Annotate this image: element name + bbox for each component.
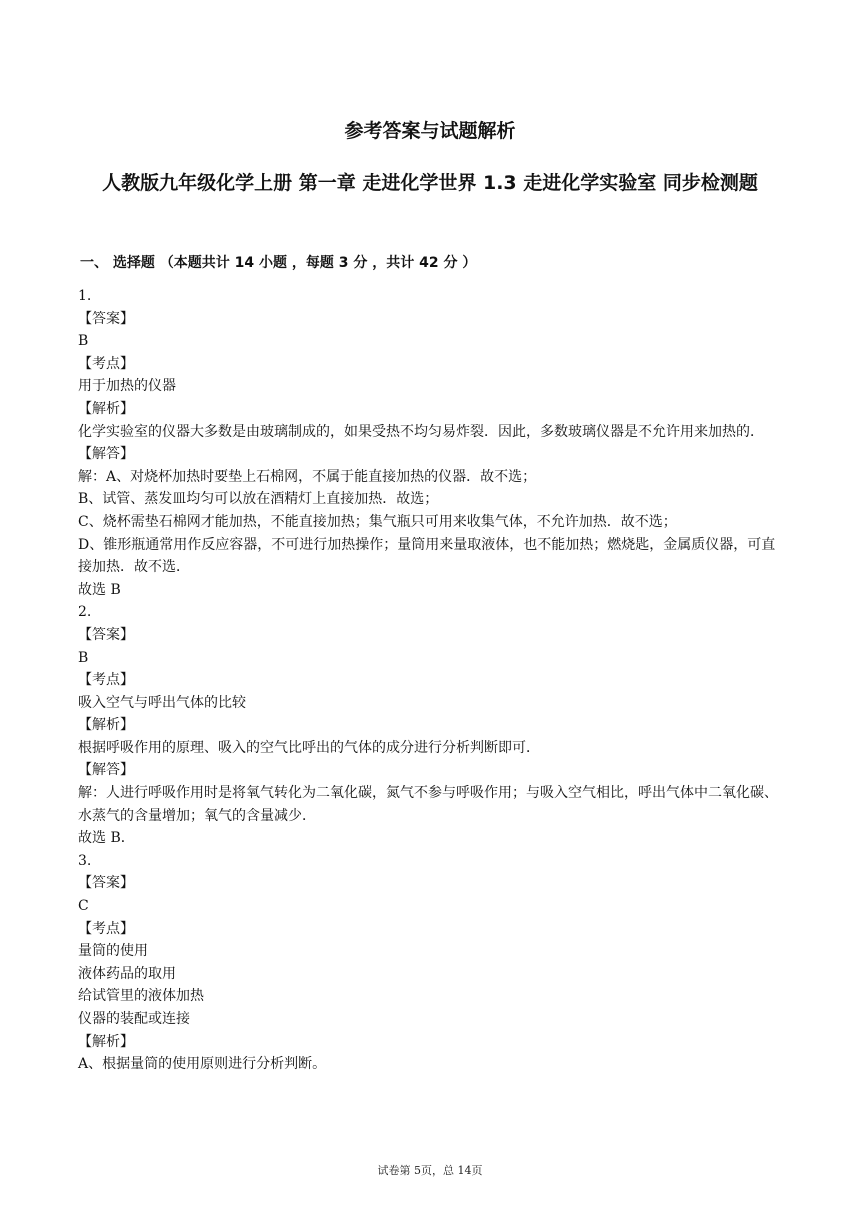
answer-tag: 【答案】	[78, 626, 134, 643]
solution-line: 故选 B．	[78, 830, 135, 847]
analysis-text: A、根据量筒的使用原则进行分析判断。	[78, 1056, 327, 1073]
solution-line: 故选 B	[78, 581, 121, 598]
knowledge-point: 液体药品的取用	[78, 965, 176, 982]
knowledge-point: 仪器的装配或连接	[78, 1011, 190, 1027]
answer-value: C	[78, 898, 89, 915]
knowledge-point: 量筒的使用	[78, 943, 148, 960]
solution-line: 解：人进行呼吸作用时是将氧气转化为二氧化碳，氮气不参与呼吸作用；与吸入空气相比，呼出气体中二氧化碳、水蒸气的含量增加；氧气的含量减少．	[78, 785, 778, 824]
solution-line: C、烧杯需垫石棉网才能加热，不能直接加热；集气瓶只可用来收集气体，不允许加热．故不选；	[78, 513, 677, 530]
answer-value: B	[78, 649, 89, 666]
knowledge-point: 吸入空气与呼出气体的比较	[78, 694, 246, 711]
document-subtitle: 人教版九年级化学上册 第一章 走进化学世界 1.3 走进化学实验室 同步检测题	[102, 172, 758, 194]
page-title: 参考答案与试题解析	[344, 120, 516, 142]
point-tag: 【考点】	[78, 355, 134, 372]
analysis-tag: 【解析】	[78, 400, 134, 417]
analysis-tag: 【解析】	[78, 1033, 134, 1050]
answer-tag: 【答案】	[78, 875, 134, 892]
analysis-text: 化学实验室的仪器大多数是由玻璃制成的，如果受热不均匀易炸裂．因此，多数玻璃仪器是不允许用来加热的．	[78, 423, 764, 440]
solution-line: B、试管、蒸发皿均匀可以放在酒精灯上直接加热．故选；	[78, 491, 439, 508]
solution-line: 解：A、对烧杯加热时要垫上石棉网，不属于能直接加热的仪器．故不选；	[78, 468, 537, 485]
page-footer: 试卷第 5页，总 14页	[377, 1164, 483, 1177]
point-tag: 【考点】	[78, 920, 134, 937]
answer-value: B	[78, 333, 89, 350]
section-heading: 一、 选择题 （本题共计 14 小题 ，每题 3 分 ，共计 42 分 ）	[80, 255, 477, 271]
question-number: 2.	[78, 604, 92, 621]
answer-tag: 【答案】	[78, 310, 134, 327]
solution-tag: 【解答】	[78, 446, 134, 463]
answer-body	[78, 285, 778, 1076]
question-number: 1.	[78, 288, 92, 304]
analysis-text: 根据呼吸作用的原理、吸入的空气比呼出的气体的成分进行分析判断即可．	[78, 739, 540, 756]
knowledge-point: 给试管里的液体加热	[78, 988, 204, 1005]
knowledge-point: 用于加热的仪器	[78, 378, 176, 395]
question-number: 3.	[78, 852, 92, 869]
analysis-tag: 【解析】	[78, 717, 134, 734]
solution-line: D、锥形瓶通常用作反应容器，不可进行加热操作；量筒用来量取液体，也不能加热；燃烧匙，金属质仪器，可直接加热．故不选．	[78, 536, 776, 576]
solution-tag: 【解答】	[78, 762, 134, 779]
point-tag: 【考点】	[78, 672, 134, 689]
